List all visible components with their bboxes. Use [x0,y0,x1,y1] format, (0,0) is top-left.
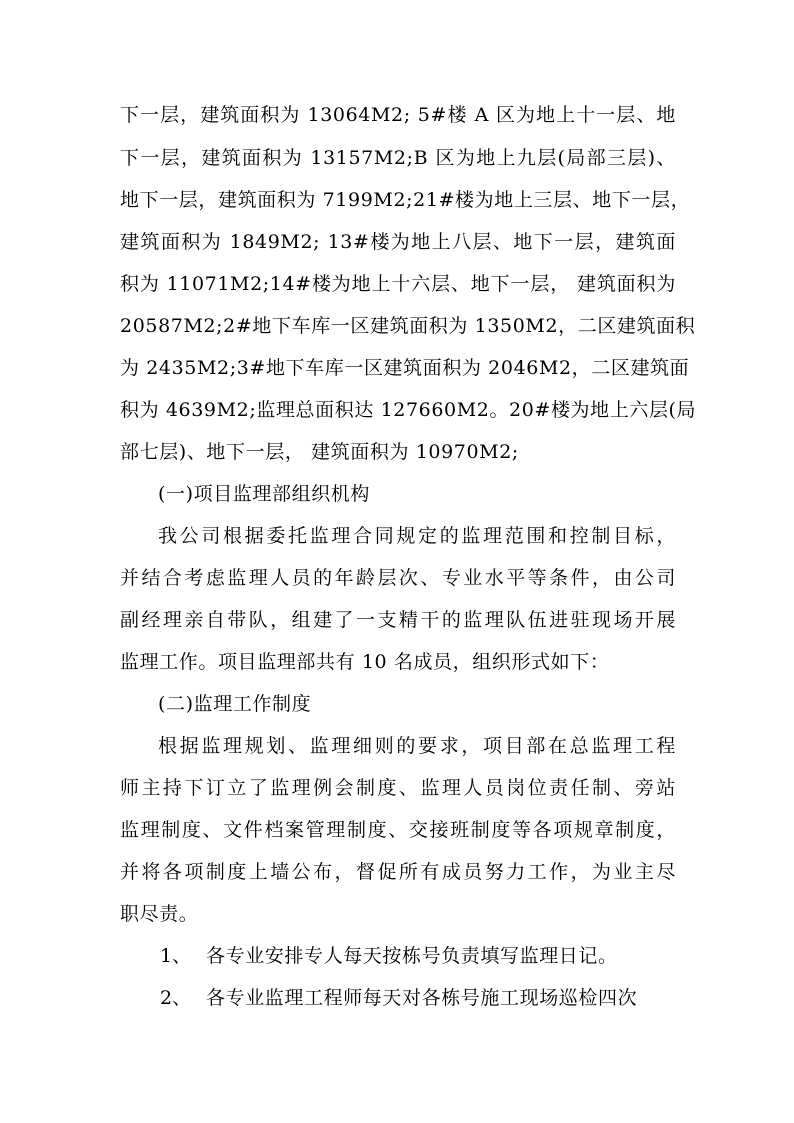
paragraph-line: 根据监理规划、监理细则的要求，项目部在总监理工程 [158,735,676,757]
paragraph-line: 副经理亲自带队，组建了一支精干的监理队伍进驻现场开展 [120,609,676,631]
paragraph-line: 职尽责。 [120,903,199,925]
paragraph-line: 为 2435M2;3#地下车库一区建筑面积为 2046M2，二区建筑面 [120,357,690,379]
list-item-text: 各专业安排专人每天按栋号负责填写监理日记。 [206,945,618,967]
paragraph-line: 师主持下订立了监理例会制度、监理人员岗位责任制、旁站 [120,777,676,799]
paragraph-line: 监理工作。项目监理部共有 10 名成员，组织形式如下： [120,651,610,673]
section-heading: (二)监理工作制度 [158,693,312,715]
list-item-number: 2、 [160,987,192,1009]
paragraph-line: 下一层，建筑面积为 13064M2; 5#楼 A 区为地上十一层、地 [120,104,676,126]
paragraph-line: 积为 11071M2;14#楼为地上十六层、地下一层， 建筑面积为 [120,273,676,295]
paragraph-line: 我公司根据委托监理合同规定的监理范围和控制目标， [158,525,676,547]
paragraph-line: 20587M2;2#地下车库一区建筑面积为 1350M2，二区建筑面积 [120,315,696,337]
paragraph-line: 并将各项制度上墙公布，督促所有成员努力工作，为业主尽 [120,861,676,883]
list-item-number: 1、 [160,945,192,967]
paragraph-line: 积为 4639M2;监理总面积达 127660M2。20#楼为地上六层(局 [120,399,697,421]
paragraph-line: 建筑面积为 1849M2; 13#楼为地上八层、地下一层，建筑面 [120,231,676,253]
paragraph-line: 地下一层，建筑面积为 7199M2;21#楼为地上三层、地下一层， [120,189,691,211]
paragraph-line: 并结合考虑监理人员的年龄层次、专业水平等条件，由公司 [120,567,676,589]
section-heading: (一)项目监理部组织机构 [158,483,371,505]
paragraph-line: 监理制度、文件档案管理制度、交接班制度等各项规章制度， [120,819,676,841]
paragraph-line: 下一层，建筑面积为 13157M2;B 区为地上九层(局部三层)、 [120,147,676,169]
paragraph-line: 部七层)、地下一层， 建筑面积为 10970M2; [120,441,519,463]
list-item-text: 各专业监理工程师每天对各栋号施工现场巡检四次 [206,987,638,1009]
